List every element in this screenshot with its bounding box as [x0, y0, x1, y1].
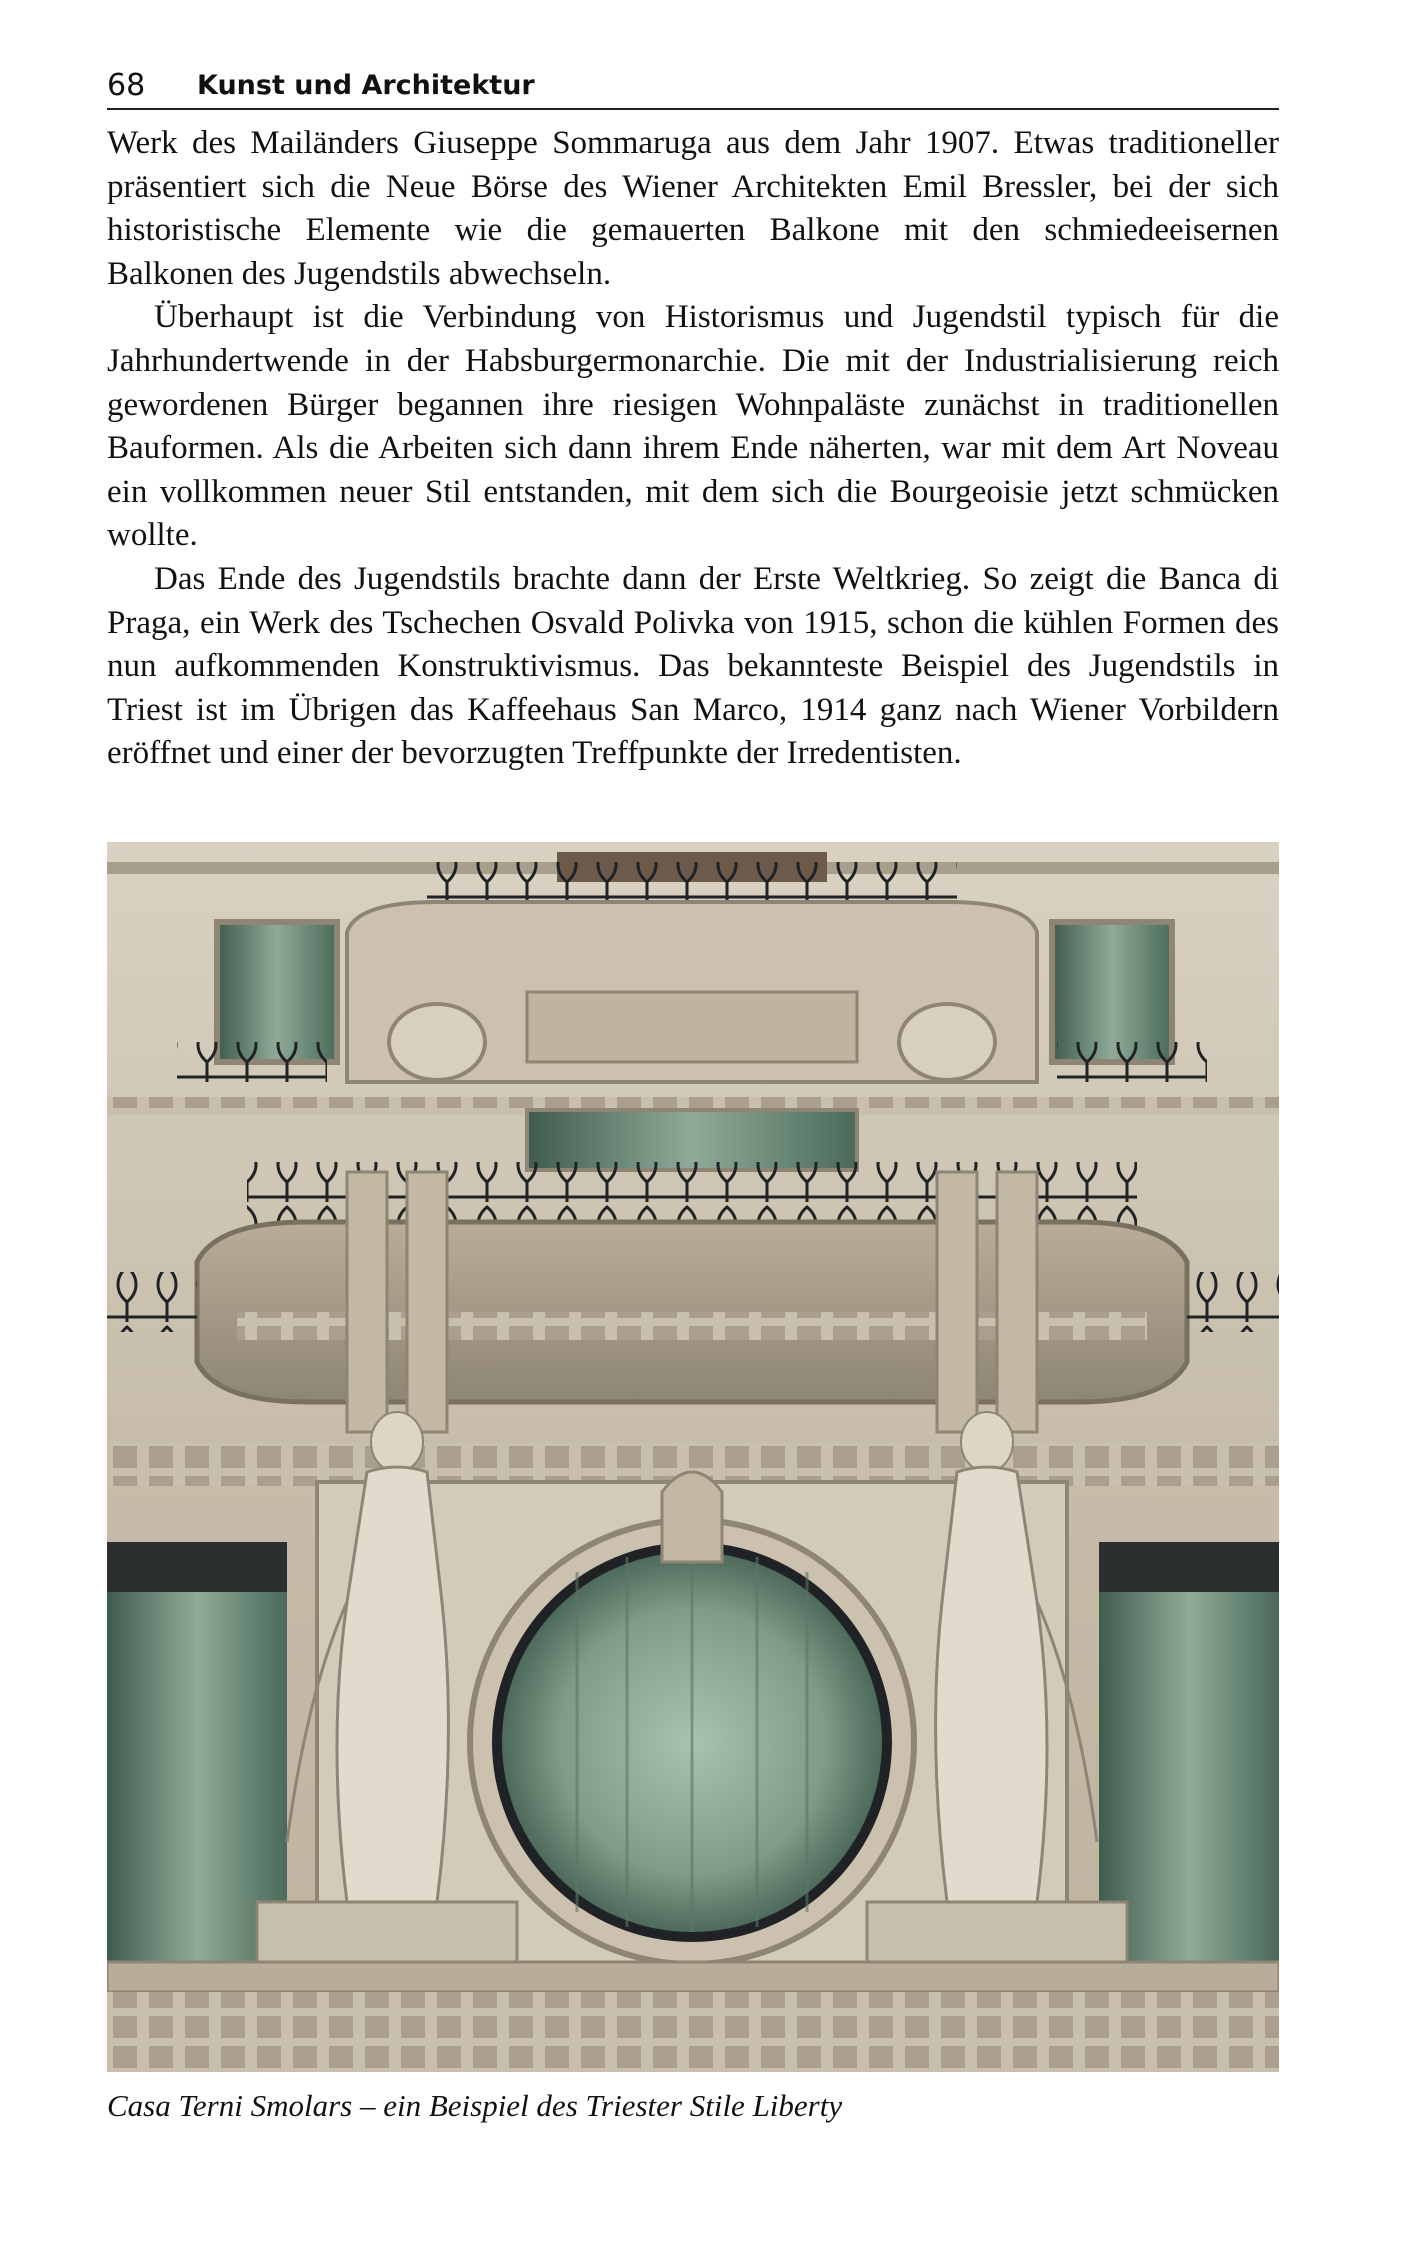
chapter-title: Kunst und Architektur: [197, 70, 535, 101]
facade-photo: [107, 842, 1279, 2072]
paragraph-2: Überhaupt ist die Verbindung von Historismus und Jugendstil typisch für die Jahrhundertwende in der Habsburgermonarchie. Die mit der Industrialisierung reich gewordenen Bürger begannen ihre riesigen Wohnpaläste zunächst in traditionellen Bauformen. Als die Arbeiten sich dann ihrem Ende näherten, war mit dem Art Noveau ein vollkommen neuer Stil entstanden, mit dem sich die Bourgeoisie jetzt schmücken wollte.: [107, 299, 1279, 554]
figure-caption: Casa Terni Smolars – ein Beispiel des Triester Stile Liberty: [107, 2088, 843, 2123]
body-text: [107, 122, 1279, 776]
main-balcony: [107, 1162, 1279, 1432]
page-number: 68: [107, 68, 146, 103]
running-header: [107, 64, 1279, 110]
paragraph-3: Das Ende des Jugendstils brachte dann der Erste Weltkrieg. So zeigt die Banca di Praga, ein Werk des Tschechen Osvald Polivka von 1915, schon die kühlen Formen des nun aufkommenden Konstruktivismus. Das bekannteste Beispiel des Jugendstils in Triest ist im Übrigen das Kaffeehaus San Marco, 1914 ganz nach Wiener Vorbildern eröffnet und einer der bevorzugten Treffpunkte der Irredentisten.: [107, 560, 1279, 772]
paragraph-1: Werk des Mailänders Giuseppe Sommaruga aus dem Jahr 1907. Etwas traditioneller präsentiert sich die Neue Börse des Wiener Architekten Emil Bressler, bei der sich historistische Elemente wie die gemauerten Balkone mit den schmiedeeisernen Balkonen des Jugendstils abwechseln.: [107, 125, 1279, 292]
middle-window: [527, 1110, 857, 1170]
